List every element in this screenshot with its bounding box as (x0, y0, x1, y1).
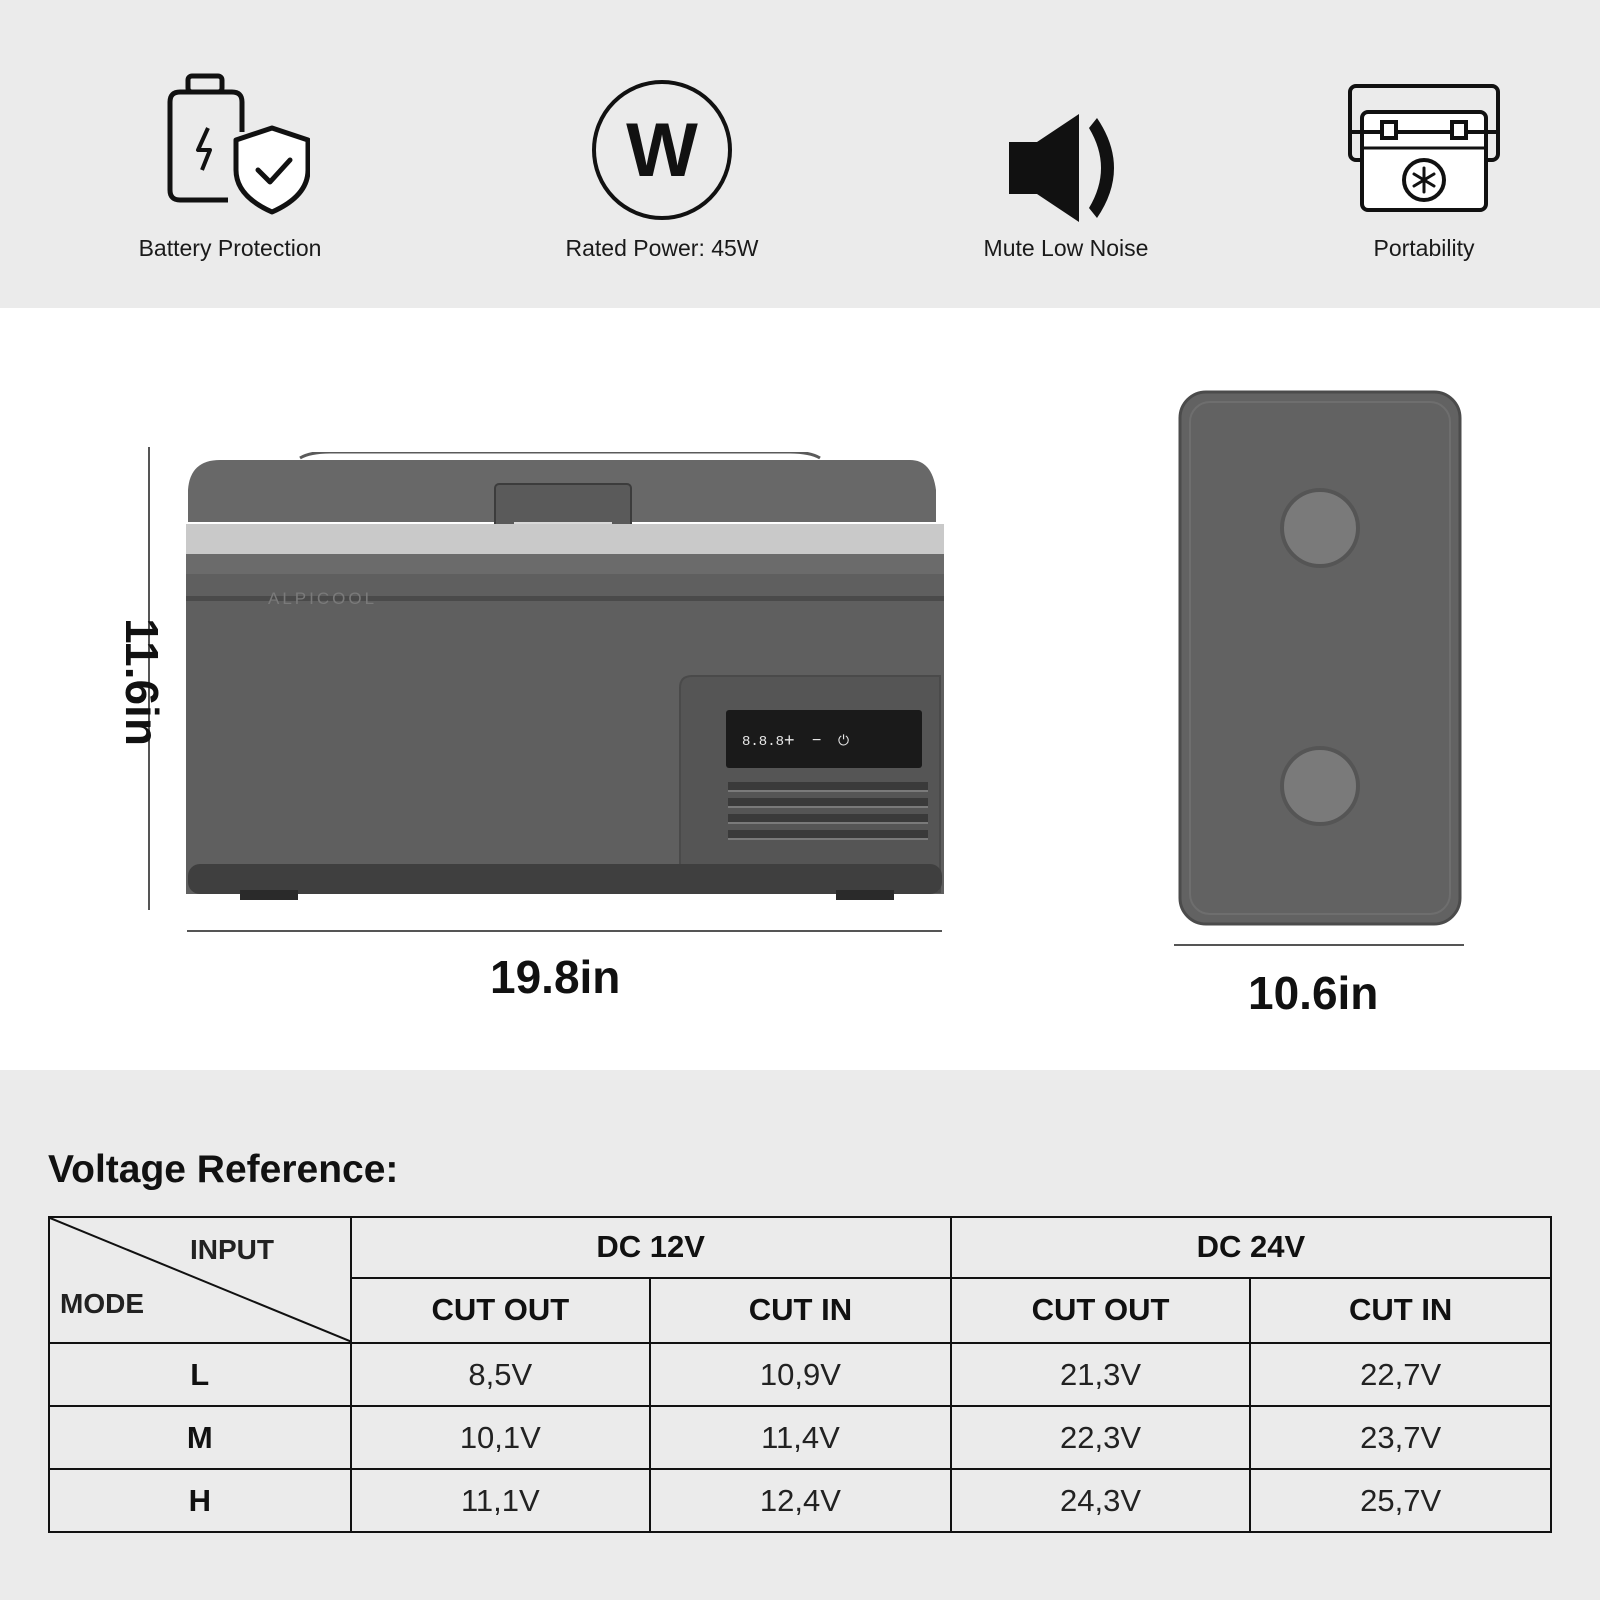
value-cell: 21,3V (951, 1343, 1251, 1406)
value-cell: 10,1V (351, 1406, 651, 1469)
corner-mode-label: MODE (60, 1288, 144, 1319)
value-cell: 22,7V (1250, 1343, 1551, 1406)
width-dimension-line (187, 930, 942, 932)
feature-rated-power (492, 70, 832, 270)
value-cell: 11,1V (351, 1469, 651, 1532)
value-cell: 8,5V (351, 1343, 651, 1406)
subheader: CUT IN (1250, 1278, 1551, 1343)
height-label: 11.6in (116, 618, 168, 746)
value-cell: 25,7V (1250, 1469, 1551, 1532)
width-label: 19.8in (490, 951, 621, 1003)
feature-portability (1254, 70, 1594, 270)
cooler-snowflake-icon (1344, 84, 1504, 224)
cooler-front-view (180, 452, 950, 904)
subheader: CUT OUT (351, 1278, 651, 1343)
speaker-icon (1001, 108, 1131, 228)
svg-text:8.8.8: 8.8.8 (742, 734, 785, 750)
value-cell: 11,4V (650, 1406, 951, 1469)
depth-dimension-line (1174, 944, 1464, 946)
mode-cell: M (49, 1406, 351, 1469)
mode-cell: L (49, 1343, 351, 1406)
subheader: CUT OUT (951, 1278, 1251, 1343)
battery-shield-icon (150, 70, 310, 220)
svg-text:W: W (626, 108, 698, 193)
value-cell: 24,3V (951, 1469, 1251, 1532)
table-row (49, 1217, 1551, 1278)
power-w-icon (590, 78, 734, 222)
cooler-top-view (1176, 388, 1464, 928)
feature-label: Portability (1373, 235, 1475, 261)
group-header: DC 12V (351, 1217, 951, 1278)
table-row (49, 1469, 1551, 1532)
value-cell: 22,3V (951, 1406, 1251, 1469)
feature-mute-low-noise (896, 70, 1236, 270)
depth-label: 10.6in (1248, 967, 1379, 1019)
table-row (49, 1343, 1551, 1406)
corner-header-cell (49, 1217, 351, 1343)
svg-text:−: − (812, 732, 822, 749)
feature-label: Battery Protection (138, 235, 322, 261)
voltage-title: Voltage Reference: (48, 1148, 399, 1191)
table-row (49, 1406, 1551, 1469)
svg-text:+: + (784, 730, 795, 750)
mode-cell: H (49, 1469, 351, 1532)
feature-label: Rated Power: 45W (565, 235, 759, 261)
subheader: CUT IN (650, 1278, 951, 1343)
svg-text:ALPICOOL: ALPICOOL (268, 589, 378, 608)
group-header: DC 24V (951, 1217, 1551, 1278)
voltage-table (48, 1216, 1552, 1533)
feature-battery-protection (60, 70, 400, 270)
value-cell: 12,4V (650, 1469, 951, 1532)
svg-text:⏻: ⏻ (838, 733, 850, 749)
corner-input-label: INPUT (190, 1234, 274, 1265)
feature-label: Mute Low Noise (983, 235, 1149, 261)
value-cell: 10,9V (650, 1343, 951, 1406)
value-cell: 23,7V (1250, 1406, 1551, 1469)
